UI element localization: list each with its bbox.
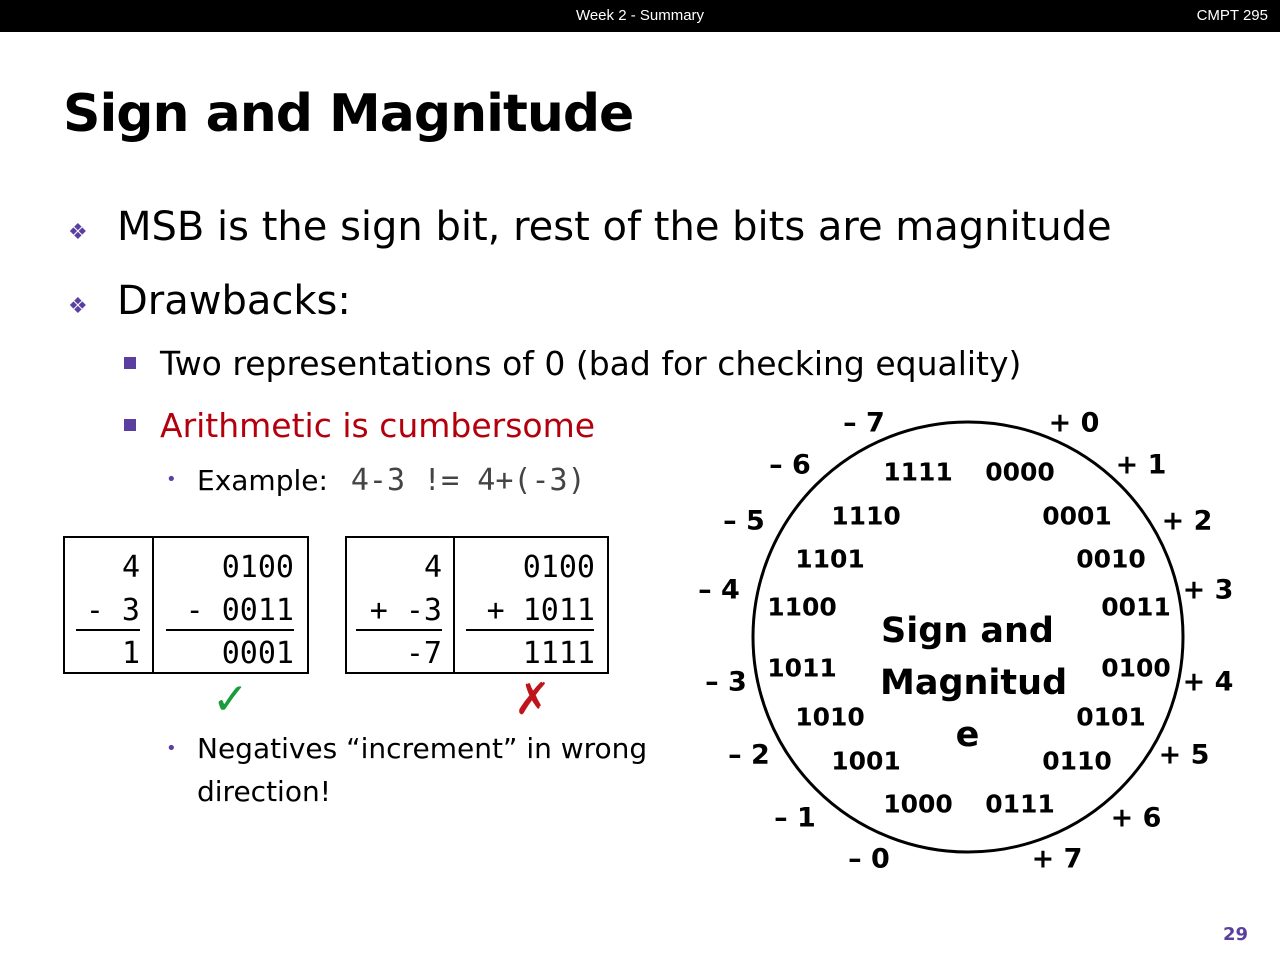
wheel-binary-label: 1110 <box>831 501 901 531</box>
checkmark-icon: ✓ <box>212 674 249 725</box>
wheel-decimal-label: – 5 <box>723 505 765 537</box>
cross-mark-icon: ✗ <box>514 674 551 725</box>
dot-bullet-icon: • <box>166 738 177 759</box>
page-number: 29 <box>1222 924 1248 945</box>
wheel-center-line2: Magnitud <box>880 663 1068 703</box>
wheel-center-label <box>880 605 1068 761</box>
table1-bin-row3: 0001 <box>221 636 294 671</box>
wheel-binary-label: 0000 <box>985 457 1055 487</box>
wheel-decimal-label: + 0 <box>1048 407 1100 439</box>
wheel-binary-label: 1001 <box>831 746 901 776</box>
header-title: Week 2 - Summary <box>575 7 705 24</box>
table2-bin-row3: 1111 <box>522 636 595 671</box>
wheel-decimal-label: – 0 <box>848 843 890 875</box>
table1-dec-row2: - 3 <box>85 593 140 628</box>
wheel-binary-label: 0100 <box>1101 653 1171 683</box>
table2-bin-row1: 0100 <box>522 550 595 585</box>
table1-bin-row2: - 0011 <box>185 593 294 628</box>
bullet-arithmetic: Arithmetic is cumbersome <box>160 406 596 445</box>
wheel-binary-label: 0111 <box>985 789 1055 819</box>
wheel-decimal-label: – 1 <box>774 802 816 834</box>
table1-dec-row3: 1 <box>121 636 140 671</box>
table1-bin-row1: 0100 <box>221 550 294 585</box>
wheel-decimal-label: – 6 <box>769 449 811 481</box>
negatives-line2: direction! <box>197 775 331 808</box>
wheel-decimal-label: + 3 <box>1182 574 1234 606</box>
wheel-binary-label: 0011 <box>1101 592 1171 622</box>
wheel-decimal-label: – 7 <box>843 407 885 439</box>
wheel-decimal-label: + 6 <box>1110 802 1162 834</box>
table2-dec-row2: + -3 <box>369 593 442 628</box>
wheel-decimal-label: – 2 <box>728 739 770 771</box>
wheel-center-line1: Sign and <box>881 611 1054 651</box>
wheel-decimal-label: + 5 <box>1158 739 1210 771</box>
table2-dec-row1: 4 <box>423 550 442 585</box>
wheel-decimal-label: + 2 <box>1161 505 1213 537</box>
wheel-binary-label: 0010 <box>1076 544 1146 574</box>
wheel-decimal-label: + 7 <box>1031 843 1083 875</box>
slide-title: Sign and Magnitude <box>63 84 634 144</box>
wheel-center-line3: e <box>955 715 980 755</box>
negatives-line1: Negatives “increment” in wrong <box>197 732 648 765</box>
bullet-two-zeros: Two representations of 0 (bad for checking equality) <box>160 344 1022 383</box>
table2-dec-row3: -7 <box>405 636 442 671</box>
table2-bin-row2: + 1011 <box>486 593 595 628</box>
bullet-msb: MSB is the sign bit, rest of the bits are magnitude <box>117 204 1112 250</box>
diamond-bullet-icon: ❖ <box>68 220 88 245</box>
table1-dec-row1: 4 <box>121 550 140 585</box>
header-course: CMPT 295 <box>1196 7 1268 24</box>
wheel-binary-label: 1011 <box>767 653 837 683</box>
wheel-decimal-label: + 1 <box>1115 449 1167 481</box>
bullet-drawbacks: Drawbacks: <box>117 278 351 324</box>
wheel-binary-label: 1000 <box>883 789 953 819</box>
example-code: 4-3 != 4+(-3) <box>350 463 586 498</box>
wheel-decimal-label: – 4 <box>698 574 740 606</box>
wheel-decimal-label: + 4 <box>1182 666 1234 698</box>
wheel-binary-label: 0110 <box>1042 746 1112 776</box>
wheel-binary-label: 0101 <box>1076 702 1146 732</box>
example-label: Example: <box>197 464 328 497</box>
diamond-bullet-icon: ❖ <box>68 294 88 319</box>
wheel-decimal-label: – 3 <box>705 666 747 698</box>
dot-bullet-icon: • <box>166 469 177 490</box>
wheel-binary-label: 1111 <box>883 457 953 487</box>
wheel-binary-label: 1101 <box>795 544 865 574</box>
wheel-binary-label: 1010 <box>795 702 865 732</box>
wheel-binary-label: 1100 <box>767 592 837 622</box>
wheel-binary-label: 0001 <box>1042 501 1112 531</box>
